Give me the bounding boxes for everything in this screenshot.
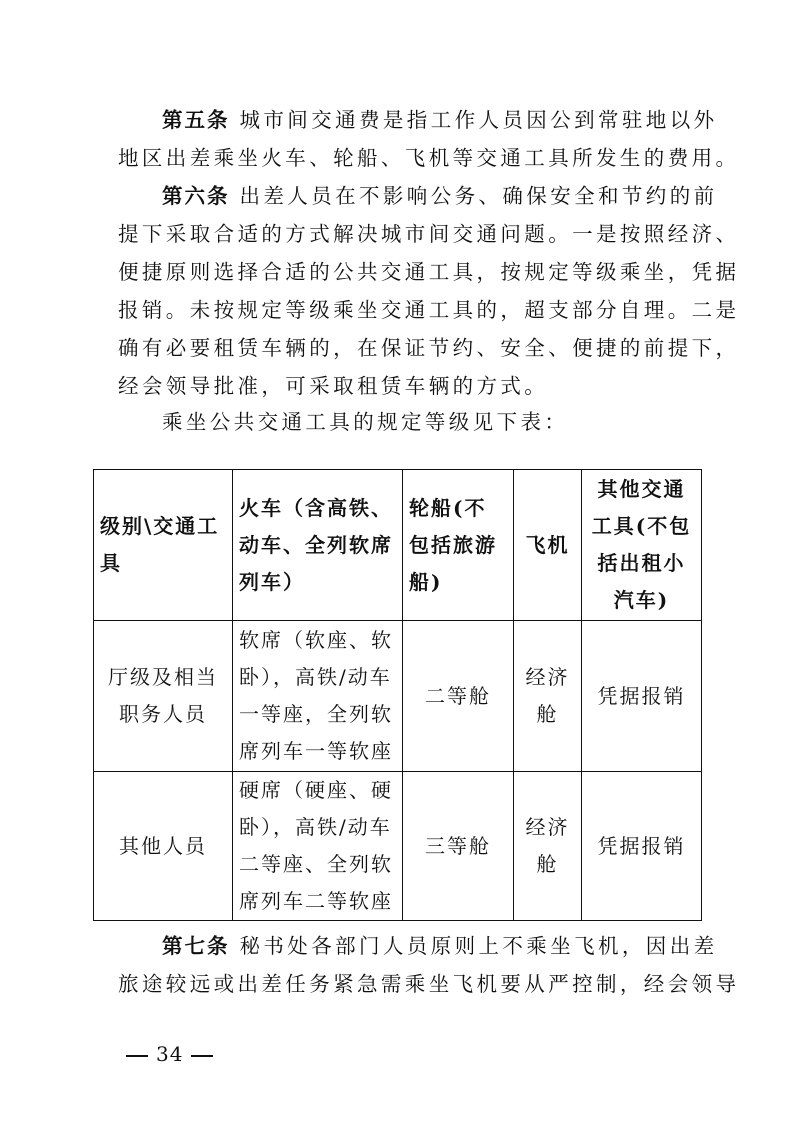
article-7-line-2: 旅途较远或出差任务紧急需乘坐飞机要从严控制，经会领导	[118, 972, 740, 996]
header-level: 级别\交通工具	[94, 470, 233, 621]
row-ship: 二等舱	[403, 621, 514, 772]
table-row	[94, 772, 702, 921]
article-7-text-1: 秘书处各部门人员原则上不乘坐飞机，因出差	[239, 934, 718, 958]
row-train: 软席（软座、软卧），高铁/动车一等座，全列软席列车一等软座	[233, 621, 403, 772]
table-intro: 乘坐公共交通工具的规定等级见下表：	[162, 410, 569, 434]
header-ship: 轮船(不包括旅游船)	[403, 470, 514, 621]
row-level: 其他人员	[94, 772, 233, 921]
row-ship: 三等舱	[403, 772, 514, 921]
article-6-text-1: 出差人员在不影响公务、确保安全和节约的前	[239, 184, 718, 208]
article-6-line-3: 便捷原则选择合适的公共交通工具，按规定等级乘坐，凭据	[118, 260, 740, 284]
page-number: 34	[156, 1042, 184, 1066]
header-train: 火车（含高铁、动车、全列软席列车）	[233, 470, 403, 621]
row-other: 凭据报销	[582, 772, 702, 921]
article-7-line-1	[162, 932, 722, 960]
article-5-line-2: 地区出差乘坐火车、轮船、飞机等交通工具所发生的费用。	[118, 146, 740, 170]
article-6-line-1	[162, 182, 722, 210]
table-header-row	[94, 470, 702, 621]
article-6-line-5: 确有必要租赁车辆的，在保证节约、安全、便捷的前提下，	[118, 336, 740, 360]
article-5-line-1	[162, 106, 722, 134]
article-5-text-1: 城市间交通费是指工作人员因公到常驻地以外	[239, 108, 718, 132]
row-train: 硬席（硬座、硬卧），高铁/动车二等座、全列软席列车二等软座	[233, 772, 403, 921]
dash-right	[191, 1055, 213, 1057]
article-5-heading: 第五条	[162, 108, 230, 132]
page-footer	[118, 1040, 221, 1068]
row-plane: 经济舱	[514, 772, 582, 921]
table-row	[94, 621, 702, 772]
row-plane: 经济舱	[514, 621, 582, 772]
article-7-heading: 第七条	[162, 934, 230, 958]
article-6-heading: 第六条	[162, 184, 230, 208]
article-6-line-6: 经会领导批准，可采取租赁车辆的方式。	[118, 374, 549, 398]
dash-left	[126, 1055, 148, 1057]
header-other: 其他交通工具(不包括出租小汽车)	[582, 470, 702, 621]
article-6-line-4: 报销。未按规定等级乘坐交通工具的，超支部分自理。二是	[118, 298, 740, 322]
article-6-line-2: 提下采取合适的方式解决城市间交通问题。一是按照经济、	[118, 222, 740, 246]
header-plane: 飞机	[514, 470, 582, 621]
transport-grade-table	[93, 469, 702, 921]
row-level: 厅级及相当职务人员	[94, 621, 233, 772]
row-other: 凭据报销	[582, 621, 702, 772]
